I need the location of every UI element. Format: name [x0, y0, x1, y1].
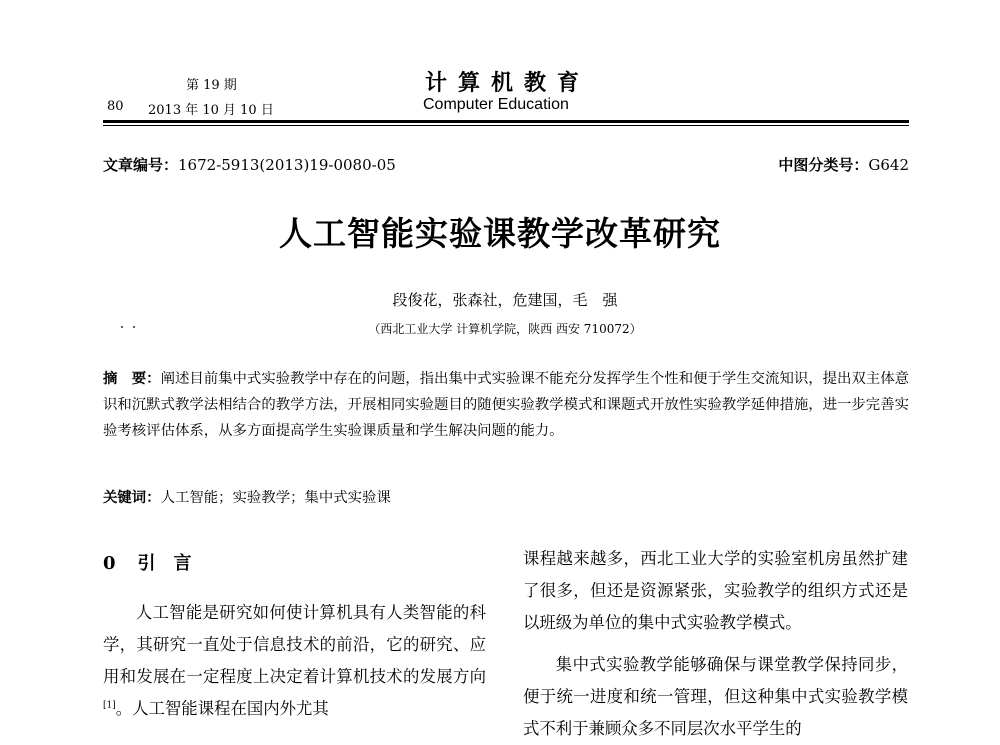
keywords-text: 人工智能；实验教学；集中式实验课 — [160, 490, 391, 506]
body-paragraph: 课程越来越多，西北工业大学的实验室机房虽然扩建了很多，但还是资源紧张，实验教学的组织方式还是以班级为单位的集中式实验教学模式。 — [523, 549, 908, 632]
abstract — [103, 366, 909, 444]
article-number — [103, 154, 396, 175]
abstract-text: 阐述目前集中式实验教学中存在的问题，指出集中式实验课不能充分发挥学生个性和便于学生交流知识，提出双主体意识和沉默式教学法相结合的教学方法，开展相同实验题目的随便实验教学模式和课题式开放性实验教学延伸措施，进一步完善实验考核评估体系，从多方面提高学生实验课质量和学生解决问题的能力。 — [103, 371, 909, 439]
journal-title-en: Computer Education — [423, 96, 569, 113]
body-paragraph — [103, 597, 486, 725]
body-paragraph: 集中式实验教学能够确保与课堂教学保持同步，便于统一进度和统一管理，但这种集中式实验教学模式不利于兼顾众多不同层次水平学生的 — [523, 655, 908, 738]
keywords — [103, 486, 391, 507]
keywords-label: 关键词： — [103, 490, 161, 506]
citation: [1] — [103, 700, 116, 711]
paragraph-text: 人工智能是研究如何使计算机具有人类智能的科学，其研究一直处于信息技术的前沿，它的研究、应用和发展在一定程度上决定着计算机技术的发展方向 — [103, 603, 486, 686]
section-number: 0 — [103, 553, 116, 574]
article-number-value: 1672-5913(2013)19-0080-05 — [178, 156, 396, 174]
issue-date: 2013 年 10 月 10 日 — [148, 103, 274, 118]
author-list: 段俊花，张森社，危建国，毛 强 — [392, 291, 618, 309]
classification-value: G642 — [868, 156, 909, 174]
article-number-label: 文章编号： — [103, 156, 179, 174]
paper-title: 人工智能实验课教学改革研究 — [279, 214, 721, 253]
abstract-label: 摘 要： — [103, 371, 161, 387]
affiliation: （西北工业大学 计算机学院，陕西 西安 710072） — [368, 322, 642, 336]
body-column-left — [103, 597, 486, 725]
classification-number — [778, 154, 909, 175]
section-title: 引 言 — [137, 553, 192, 574]
section-heading — [103, 549, 192, 575]
body-column-right — [523, 543, 908, 745]
journal-title-cn: 计算机教育 — [425, 71, 591, 96]
page-number: 80 — [107, 99, 124, 114]
paragraph-text: 。人工智能课程在国内外尤其 — [115, 699, 329, 718]
header-rule-thin — [103, 125, 909, 126]
header-rule — [103, 120, 909, 123]
classification-label: 中图分类号： — [778, 156, 869, 174]
issue-number: 第 19 期 — [186, 78, 237, 93]
